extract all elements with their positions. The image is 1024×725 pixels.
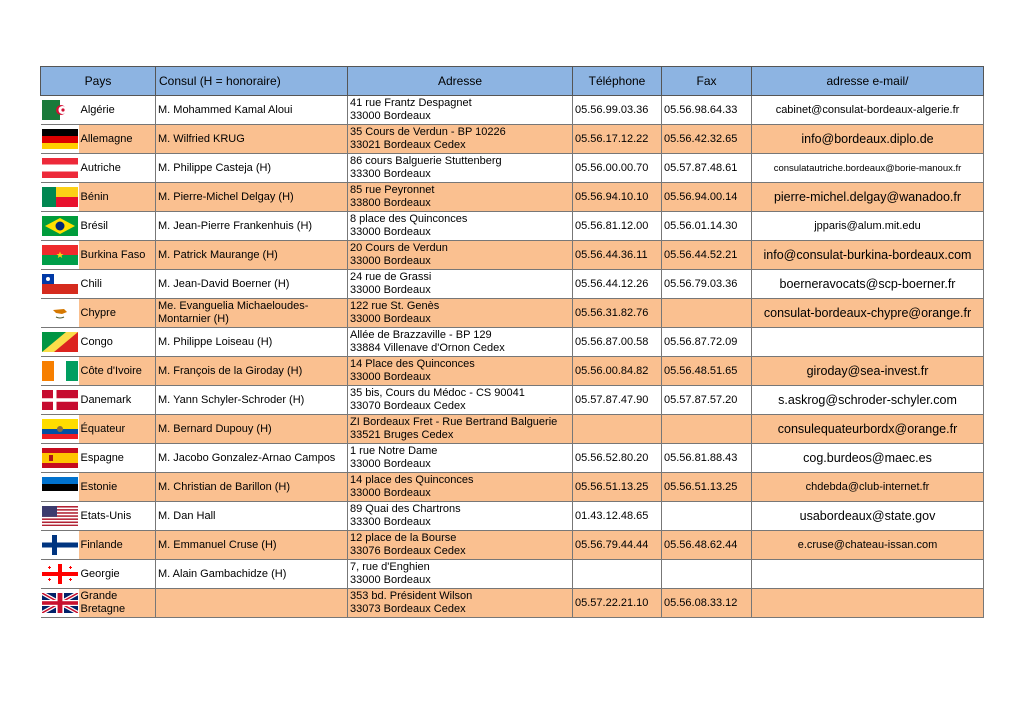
address-line-1: 35 bis, Cours du Médoc - CS 90041 [350, 387, 525, 399]
address-line-2: 33000 Bordeaux [350, 574, 431, 586]
header-consul: Consul (H = honoraire) [156, 67, 348, 96]
header-fax: Fax [662, 67, 752, 96]
country-cell: Danemark [79, 386, 156, 415]
fax-cell [662, 560, 752, 589]
finland-flag-icon [42, 535, 78, 555]
address-cell [348, 357, 573, 386]
header-telephone: Téléphone [573, 67, 662, 96]
table-row [41, 589, 984, 618]
address-line-1: 20 Cours de Verdun [350, 242, 448, 254]
telephone-cell: 05.56.44.36.11 [573, 241, 662, 270]
consul-cell: M. Bernard Dupouy (H) [156, 415, 348, 444]
flag-cell [41, 328, 79, 357]
address-line-2: 33000 Bordeaux [350, 313, 431, 325]
country-cell: Allemagne [79, 125, 156, 154]
telephone-cell [573, 560, 662, 589]
address-line-2: 33300 Bordeaux [350, 516, 431, 528]
consul-cell: M. Philippe Casteja (H) [156, 154, 348, 183]
flag-cell [41, 357, 79, 386]
email-cell [752, 328, 984, 357]
address-line-2: 33000 Bordeaux [350, 458, 431, 470]
address-cell [348, 299, 573, 328]
fax-cell: 05.56.98.64.33 [662, 96, 752, 125]
consul-cell: M. Patrick Maurange (H) [156, 241, 348, 270]
flag-cell [41, 212, 79, 241]
country-cell: Finlande [79, 531, 156, 560]
fax-cell [662, 502, 752, 531]
country-cell: Côte d'Ivoire [79, 357, 156, 386]
email-cell[interactable]: pierre-michel.delgay@wanadoo.fr [752, 183, 984, 212]
address-line-2: 33076 Bordeaux Cedex [350, 545, 466, 557]
email-cell[interactable]: cog.burdeos@maec.es [752, 444, 984, 473]
consul-cell: M. Wilfried KRUG [156, 125, 348, 154]
flag-cell [41, 125, 79, 154]
table-row [41, 386, 984, 415]
flag-cell [41, 386, 79, 415]
address-line-2: 33000 Bordeaux [350, 110, 431, 122]
table-row [41, 299, 984, 328]
country-cell: Congo [79, 328, 156, 357]
address-line-2: 33884 Villenave d'Ornon Cedex [350, 342, 505, 354]
country-cell: Brésil [79, 212, 156, 241]
email-cell[interactable]: giroday@sea-invest.fr [752, 357, 984, 386]
table-row [41, 154, 984, 183]
flag-cell [41, 560, 79, 589]
address-line-1: 8 place des Quinconces [350, 213, 468, 225]
telephone-cell: 05.56.87.00.58 [573, 328, 662, 357]
table-row [41, 560, 984, 589]
email-cell [752, 560, 984, 589]
telephone-cell: 05.56.31.82.76 [573, 299, 662, 328]
address-cell [348, 444, 573, 473]
address-line-2: 33000 Bordeaux [350, 226, 431, 238]
country-cell: Burkina Faso [79, 241, 156, 270]
fax-cell: 05.56.42.32.65 [662, 125, 752, 154]
address-line-1: 14 place des Quinconces [350, 474, 474, 486]
consul-cell: M. Jean-Pierre Frankenhuis (H) [156, 212, 348, 241]
consul-cell: M. Jacobo Gonzalez-Arnao Campos [156, 444, 348, 473]
country-cell: Autriche [79, 154, 156, 183]
consul-cell: M. Jean-David Boerner (H) [156, 270, 348, 299]
table-row [41, 415, 984, 444]
fax-cell: 05.56.94.00.14 [662, 183, 752, 212]
address-cell [348, 560, 573, 589]
flag-cell [41, 502, 79, 531]
consul-cell: M. Yann Schyler-Schroder (H) [156, 386, 348, 415]
fax-cell [662, 415, 752, 444]
address-cell [348, 415, 573, 444]
flag-cell [41, 415, 79, 444]
table-row [41, 96, 984, 125]
address-line-2: 33000 Bordeaux [350, 371, 431, 383]
country-cell: Espagne [79, 444, 156, 473]
address-cell [348, 502, 573, 531]
address-cell [348, 589, 573, 618]
fax-cell: 05.56.48.62.44 [662, 531, 752, 560]
header-adresse: Adresse [348, 67, 573, 96]
telephone-cell: 05.56.00.84.82 [573, 357, 662, 386]
consul-cell: M. François de la Giroday (H) [156, 357, 348, 386]
denmark-flag-icon [42, 390, 78, 410]
address-cell [348, 241, 573, 270]
telephone-cell: 05.57.87.47.90 [573, 386, 662, 415]
fax-cell: 05.56.79.03.36 [662, 270, 752, 299]
telephone-cell: 05.56.51.13.25 [573, 473, 662, 502]
address-line-1: 1 rue Notre Dame [350, 445, 438, 457]
consuls-table [40, 66, 984, 618]
email-cell[interactable]: chdebda@club-internet.fr [752, 473, 984, 502]
address-line-2: 33000 Bordeaux [350, 487, 431, 499]
flag-cell [41, 96, 79, 125]
address-cell [348, 96, 573, 125]
telephone-cell: 05.56.17.12.22 [573, 125, 662, 154]
fax-cell: 05.56.87.72.09 [662, 328, 752, 357]
telephone-cell: 05.56.81.12.00 [573, 212, 662, 241]
cyprus-flag-icon [42, 303, 78, 323]
brazil-flag-icon [42, 216, 78, 236]
telephone-cell: 05.56.00.00.70 [573, 154, 662, 183]
address-cell [348, 125, 573, 154]
flag-cell [41, 473, 79, 502]
address-line-1: 89 Quai des Chartrons [350, 503, 461, 515]
address-line-1: 353 bd. Président Wilson [350, 590, 473, 602]
chile-flag-icon [42, 274, 78, 294]
address-cell [348, 154, 573, 183]
algeria-flag-icon [42, 100, 78, 120]
consul-cell [156, 589, 348, 618]
email-cell [752, 589, 984, 618]
address-line-2: 33070 Bordeaux Cedex [350, 400, 466, 412]
email-cell[interactable]: info@bordeaux.diplo.de [752, 125, 984, 154]
email-cell[interactable]: s.askrog@schroder-schyler.com [752, 386, 984, 415]
fax-cell: 05.56.51.13.25 [662, 473, 752, 502]
address-line-2: 33300 Bordeaux [350, 168, 431, 180]
fax-cell: 05.56.08.33.12 [662, 589, 752, 618]
table-row [41, 125, 984, 154]
address-line-1: 41 rue Frantz Despagnet [350, 97, 472, 109]
address-line-1: 14 Place des Quinconces [350, 358, 475, 370]
table-row [41, 473, 984, 502]
address-cell [348, 473, 573, 502]
telephone-cell: 05.56.52.80.20 [573, 444, 662, 473]
address-line-1: 122 rue St. Genès [350, 300, 440, 312]
country-cell: Équateur [79, 415, 156, 444]
address-line-2: 33521 Bruges Cedex [350, 429, 454, 441]
georgia-flag-icon [42, 564, 78, 584]
email-cell[interactable]: usabordeaux@state.gov [752, 502, 984, 531]
flag-cell [41, 183, 79, 212]
table-row [41, 328, 984, 357]
flag-cell [41, 589, 79, 618]
address-line-1: 85 rue Peyronnet [350, 184, 435, 196]
address-line-2: 33800 Bordeaux [350, 197, 431, 209]
email-cell[interactable]: e.cruse@chateau-issan.com [752, 531, 984, 560]
address-line-1: 24 rue de Grassi [350, 271, 432, 283]
benin-flag-icon [42, 187, 78, 207]
flag-cell [41, 270, 79, 299]
email-cell[interactable]: consulequateurbordx@orange.fr [752, 415, 984, 444]
consul-cell: M. Pierre-Michel Delgay (H) [156, 183, 348, 212]
header-row [41, 67, 984, 96]
country-cell: Etats-Unis [79, 502, 156, 531]
address-line-2: 33000 Bordeaux [350, 255, 431, 267]
header-pays: Pays [41, 67, 156, 96]
uk-flag-icon [42, 593, 78, 613]
consul-cell: Me. Evanguelia Michaeloudes-Montarnier (H) [156, 299, 348, 328]
telephone-cell: 05.56.79.44.44 [573, 531, 662, 560]
congo-flag-icon [42, 332, 78, 352]
consul-cell: M. Dan Hall [156, 502, 348, 531]
consul-cell: M. Emmanuel Cruse (H) [156, 531, 348, 560]
consul-cell: M. Christian de Barillon (H) [156, 473, 348, 502]
table-row [41, 241, 984, 270]
consul-cell: M. Philippe Loiseau (H) [156, 328, 348, 357]
telephone-cell: 05.56.94.10.10 [573, 183, 662, 212]
header-email: adresse e-mail/ [752, 67, 984, 96]
email-cell[interactable]: consulat-bordeaux-chypre@orange.fr [752, 299, 984, 328]
address-cell [348, 328, 573, 357]
flag-cell [41, 531, 79, 560]
telephone-cell: 05.57.22.21.10 [573, 589, 662, 618]
country-cell: Algérie [79, 96, 156, 125]
address-line-1: 7, rue d'Enghien [350, 561, 430, 573]
flag-cell [41, 154, 79, 183]
address-line-2: 33073 Bordeaux Cedex [350, 603, 466, 615]
ivory-coast-flag-icon [42, 361, 78, 381]
address-line-2: 33000 Bordeaux [350, 284, 431, 296]
fax-cell: 05.56.48.51.65 [662, 357, 752, 386]
address-line-1: ZI Bordeaux Fret - Rue Bertrand Balguerie [350, 416, 558, 428]
table-row [41, 212, 984, 241]
fax-cell: 05.56.01.14.30 [662, 212, 752, 241]
consul-cell: M. Alain Gambachidze (H) [156, 560, 348, 589]
address-line-2: 33021 Bordeaux Cedex [350, 139, 466, 151]
burkina-faso-flag-icon [42, 245, 78, 265]
country-cell: Chypre [79, 299, 156, 328]
telephone-cell: 05.56.44.12.26 [573, 270, 662, 299]
email-cell[interactable]: jpparis@alum.mit.edu [752, 212, 984, 241]
country-cell: Chili [79, 270, 156, 299]
address-line-1: Allée de Brazzaville - BP 129 [350, 329, 492, 341]
email-cell[interactable]: info@consulat-burkina-bordeaux.com [752, 241, 984, 270]
address-line-1: 35 Cours de Verdun - BP 10226 [350, 126, 506, 138]
address-line-1: 12 place de la Bourse [350, 532, 457, 544]
table-row [41, 502, 984, 531]
country-cell: Grande Bretagne [79, 589, 156, 618]
address-cell [348, 212, 573, 241]
country-cell: Estonie [79, 473, 156, 502]
flag-cell [41, 444, 79, 473]
fax-cell: 05.57.87.48.61 [662, 154, 752, 183]
email-cell[interactable]: cabinet@consulat-bordeaux-algerie.fr [752, 96, 984, 125]
telephone-cell: 05.56.99.03.36 [573, 96, 662, 125]
address-cell [348, 270, 573, 299]
estonia-flag-icon [42, 477, 78, 497]
fax-cell: 05.57.87.57.20 [662, 386, 752, 415]
austria-flag-icon [42, 158, 78, 178]
table-row [41, 444, 984, 473]
address-cell [348, 386, 573, 415]
country-cell: Bénin [79, 183, 156, 212]
germany-flag-icon [42, 129, 78, 149]
telephone-cell: 01.43.12.48.65 [573, 502, 662, 531]
address-cell [348, 531, 573, 560]
fax-cell [662, 299, 752, 328]
flag-cell [41, 241, 79, 270]
address-cell [348, 183, 573, 212]
table-row [41, 531, 984, 560]
flag-cell [41, 299, 79, 328]
address-line-1: 86 cours Balguerie Stuttenberg [350, 155, 502, 167]
table-row [41, 270, 984, 299]
telephone-cell [573, 415, 662, 444]
usa-flag-icon [42, 506, 78, 526]
table-row [41, 183, 984, 212]
email-cell[interactable]: consulatautriche.bordeaux@borie-manoux.fr [752, 154, 984, 183]
fax-cell: 05.56.81.88.43 [662, 444, 752, 473]
spain-flag-icon [42, 448, 78, 468]
table-row [41, 357, 984, 386]
ecuador-flag-icon [42, 419, 78, 439]
consul-cell: M. Mohammed Kamal Aloui [156, 96, 348, 125]
email-cell[interactable]: boerneravocats@scp-boerner.fr [752, 270, 984, 299]
country-cell: Georgie [79, 560, 156, 589]
fax-cell: 05.56.44.52.21 [662, 241, 752, 270]
